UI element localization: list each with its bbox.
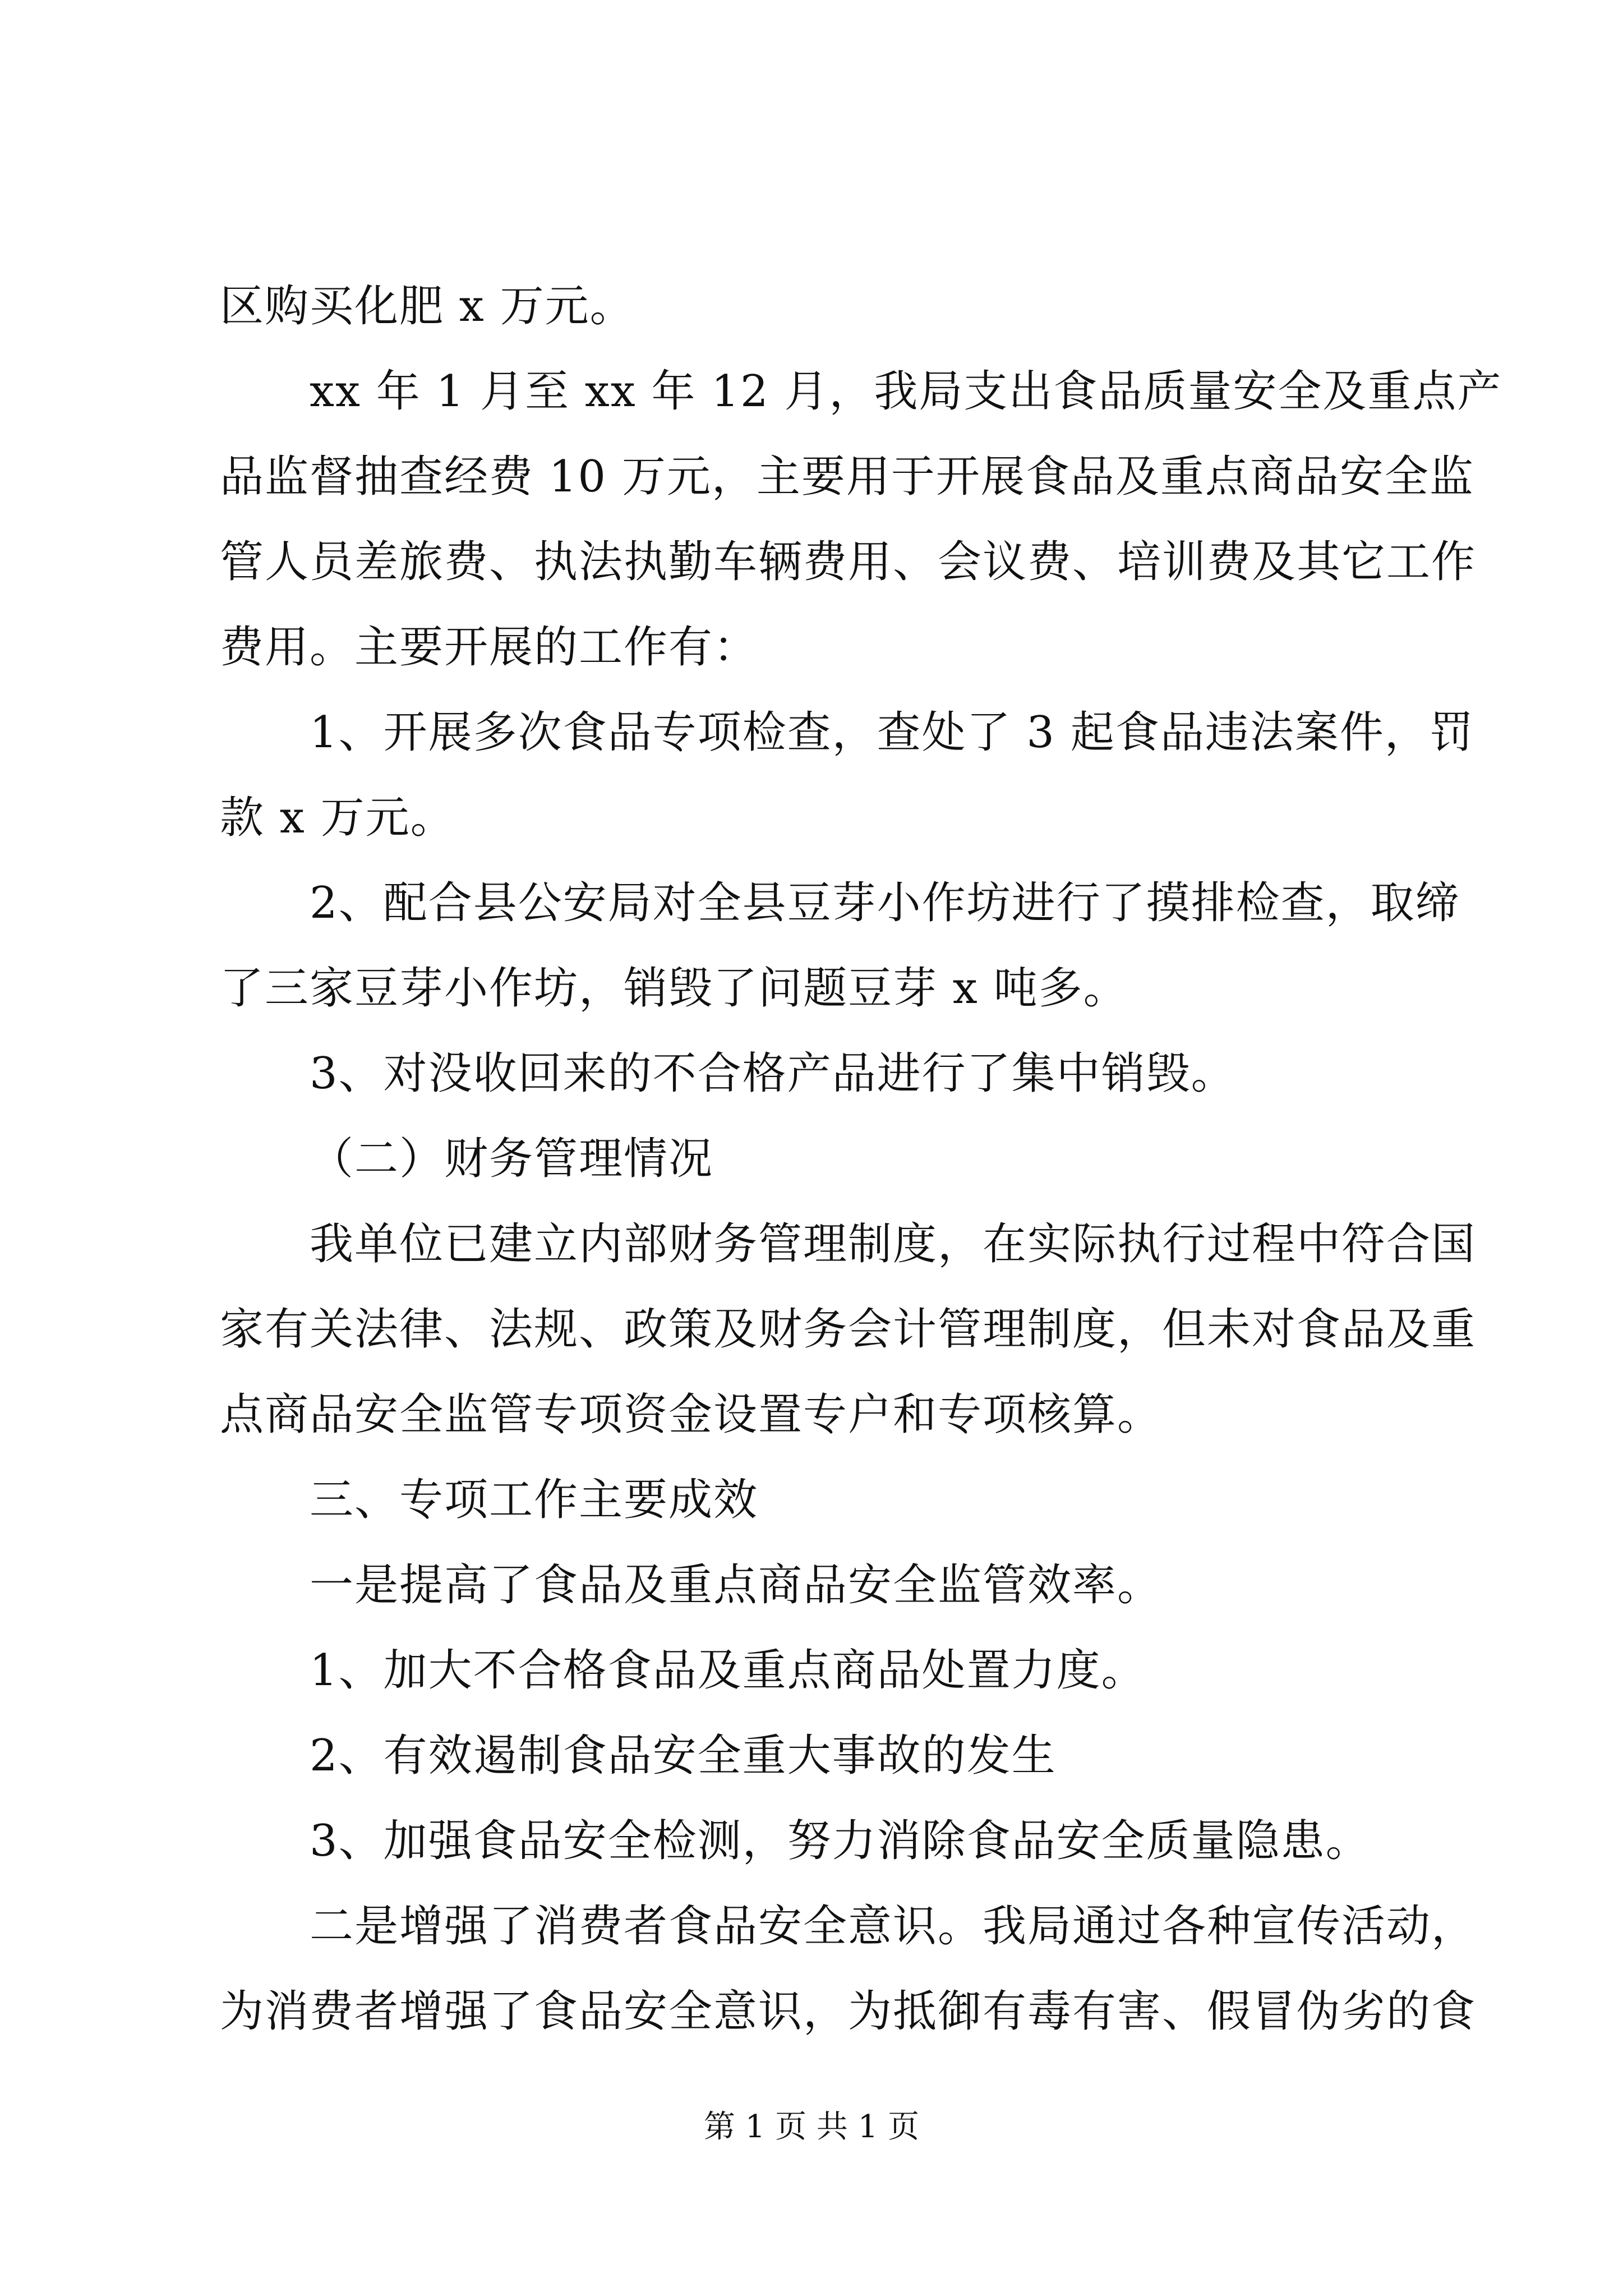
text-line: xx 年 1 月至 xx 年 12 月，我局支出食品质量安全及重点产 xyxy=(310,366,1502,417)
text-line: 家有关法律、法规、政策及财务会计管理制度，但未对食品及重 xyxy=(220,1304,1477,1355)
text-line: 2、配合县公安局对全县豆芽小作坊进行了摸排检查，取缔 xyxy=(310,878,1460,928)
text-line: 2、有效遏制食品安全重大事故的发生 xyxy=(310,1731,1057,1781)
section-heading: （二）财务管理情况 xyxy=(310,1134,714,1184)
text-line: 品监督抽查经费 10 万元，主要用于开展食品及重点商品安全监 xyxy=(220,452,1474,502)
text-line: 为消费者增强了食品安全意识，为抵御有毒有害、假冒伪劣的食 xyxy=(220,1986,1477,2037)
text-line: 二是增强了消费者食品安全意识。我局通过各种宣传活动， xyxy=(310,1901,1477,1952)
text-line: 款 x 万元。 xyxy=(220,793,455,843)
text-line: 管人员差旅费、执法执勤车辆费用、会议费、培训费及其它工作 xyxy=(220,537,1477,587)
document-body xyxy=(220,264,1502,2054)
text-line: 我单位已建立内部财务管理制度，在实际执行过程中符合国 xyxy=(310,1219,1477,1269)
page-footer xyxy=(0,2105,1623,2150)
section-heading: 三、专项工作主要成效 xyxy=(310,1475,759,1525)
text-line: 1、开展多次食品专项检查，查处了 3 起食品违法案件，罚 xyxy=(310,707,1474,758)
text-line: 区购买化肥 x 万元。 xyxy=(220,281,635,332)
text-line: 3、加强食品安全检测，努力消除食品安全质量隐患。 xyxy=(310,1816,1371,1866)
text-line: 1、加大不合格食品及重点商品处置力度。 xyxy=(310,1645,1146,1696)
text-line: 一是提高了食品及重点商品安全监管效率。 xyxy=(310,1560,1163,1611)
text-line: 3、对没收回来的不合格产品进行了集中销毁。 xyxy=(310,1048,1236,1099)
text-line: 费用。主要开展的工作有： xyxy=(220,622,759,673)
page-number-label: 第 1 页 共 1 页 xyxy=(703,2109,920,2145)
text-line: 点商品安全监管专项资金设置专户和专项核算。 xyxy=(220,1389,1163,1440)
text-line: 了三家豆芽小作坊，销毁了问题豆芽 x 吨多。 xyxy=(220,963,1128,1014)
